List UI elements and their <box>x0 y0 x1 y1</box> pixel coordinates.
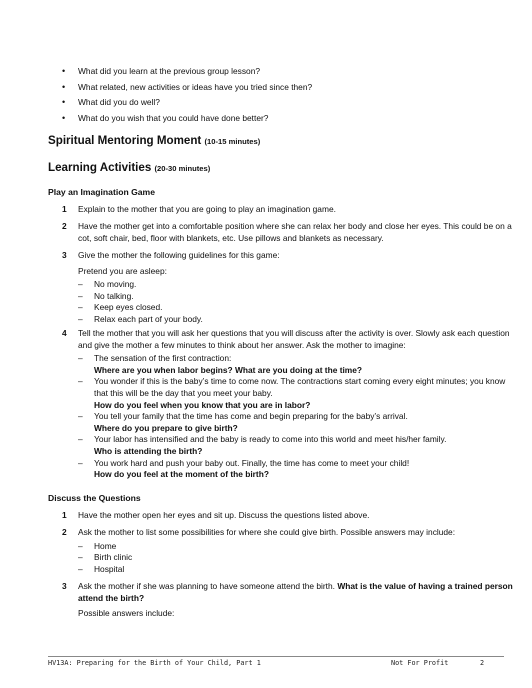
step-text: Have the mother open her eyes and sit up. Discuss the questions listed above. <box>78 510 370 520</box>
bullet-icon: • <box>62 81 66 92</box>
step-number: 1 <box>62 510 67 520</box>
section-duration: (10-15 minutes) <box>204 137 261 146</box>
list-item: – Your labor has intensified and the baby is ready to come into this world and meet his/her family. Who is attending the birth? <box>78 434 518 457</box>
step-item <box>48 581 518 622</box>
discuss-questions-heading: Discuss the Questions <box>48 493 141 503</box>
step-lead-text: Pretend you are asleep: <box>78 265 167 276</box>
list-item: • What related, new activities or ideas have you tried since then? <box>62 80 502 96</box>
list-item: – Relax each part of your body. <box>78 313 203 324</box>
step-text: Ask the mother if she was planning to have someone attend the birth. What is the value of having a trained person attend the birth? <box>78 581 513 603</box>
dash-icon: – <box>78 290 83 301</box>
list-item: – The sensation of the first contraction: Where are you when labor begins? What are you doing at the time? <box>78 353 518 376</box>
dash-icon: – <box>78 302 83 313</box>
step-item <box>48 204 518 216</box>
spiritual-mentoring-heading <box>48 134 260 147</box>
step-item <box>48 328 518 481</box>
birth-location-list <box>78 541 518 576</box>
step-number: 4 <box>62 328 67 338</box>
key-question: What is the value of having a trained person attend the birth? <box>78 581 513 603</box>
dash-icon: – <box>78 552 83 563</box>
list-item: • What did you learn at the previous group lesson? <box>62 64 502 80</box>
step-number: 2 <box>62 221 67 231</box>
bullet-icon: • <box>62 112 66 123</box>
footer-divider <box>48 656 504 657</box>
list-item: • What do you wish that you could have done better? <box>62 111 502 127</box>
step-text: Explain to the mother that you are going to play an imagination game. <box>78 204 336 214</box>
step-lead-text: Possible answers include: <box>78 608 175 619</box>
list-item: • What did you do well? <box>62 95 502 111</box>
page-number: 2 <box>480 659 485 667</box>
learning-activities-heading <box>48 161 210 174</box>
list-item: – No talking. <box>78 290 134 301</box>
step-text: Give the mother the following guidelines for this game: <box>78 250 280 260</box>
step-text: Ask the mother to list some possibilities for where she could give birth. Possible answers may include: <box>78 527 456 537</box>
step-item <box>48 527 518 575</box>
list-item: – Birth clinic <box>78 552 133 563</box>
bullet-icon: • <box>62 66 66 76</box>
dash-icon: – <box>78 279 83 290</box>
reflection-question: Where are you when labor begins? What are you doing at the time? <box>94 364 363 375</box>
list-item: – Home <box>78 540 117 551</box>
guidelines-list <box>78 279 518 325</box>
reflection-question: Where do you prepare to give birth? <box>94 422 238 433</box>
dash-icon: – <box>78 353 83 364</box>
list-item: – You tell your family that the time has come and begin preparing for the baby’s arrival. Where do you prepare to give birth? <box>78 411 518 434</box>
dash-icon: – <box>78 563 83 574</box>
step-text: Have the mother get into a comfortable position where she can relax her body and close her eyes. This could be on a cot, soft chair, bed, floor with blankets, etc. Use pillows and blankets as necessary. <box>78 221 512 243</box>
list-item: – You wonder if this is the baby’s time to come now. The contractions start coming every eight minutes; you know that this will be the day that you meet your baby. How do you feel when you know that you are in labor? <box>78 376 518 411</box>
section-title: Spiritual Mentoring Moment <box>48 134 202 147</box>
dash-icon: – <box>78 411 83 422</box>
list-item: – Keep eyes closed. <box>78 302 163 313</box>
list-item: – Hospital <box>78 563 125 574</box>
dash-icon: – <box>78 376 83 387</box>
reflection-question: How do you feel when you know that you are in labor? <box>94 399 311 410</box>
step-item <box>48 510 518 522</box>
step-number: 1 <box>62 204 67 214</box>
section-duration: (20-30 minutes) <box>154 164 211 173</box>
dash-icon: – <box>78 313 83 324</box>
reflection-question: How do you feel at the moment of the birth? <box>94 469 269 480</box>
footer-notice: Not For Profit <box>391 659 449 667</box>
list-item: – No moving. <box>78 279 137 290</box>
step-item <box>48 250 518 326</box>
dash-icon: – <box>78 457 83 468</box>
imagination-game-heading: Play an Imagination Game <box>48 187 155 197</box>
step-number: 3 <box>62 581 67 591</box>
reflection-question: Who is attending the birth? <box>94 445 203 456</box>
imagine-prompts-list <box>78 353 518 481</box>
dash-icon: – <box>78 434 83 445</box>
step-number: 3 <box>62 250 67 260</box>
review-questions-list <box>62 64 502 126</box>
dash-icon: – <box>78 540 83 551</box>
section-title: Learning Activities <box>48 161 152 174</box>
bullet-icon: • <box>62 97 66 107</box>
footer-lesson-title: HV13A: Preparing for the Birth of Your Child, Part 1 <box>48 659 261 667</box>
step-item <box>48 221 518 244</box>
step-number: 2 <box>62 527 67 537</box>
step-text: Tell the mother that you will ask her questions that you will discuss after the activity is over. Slowly ask each question and give the mother a few minutes to think about her answer. Ask the mother to imagine: <box>78 328 510 350</box>
list-item: – You work hard and push your baby out. Finally, the time has come to meet your child! How do you feel at the moment of the birth? <box>78 458 518 481</box>
